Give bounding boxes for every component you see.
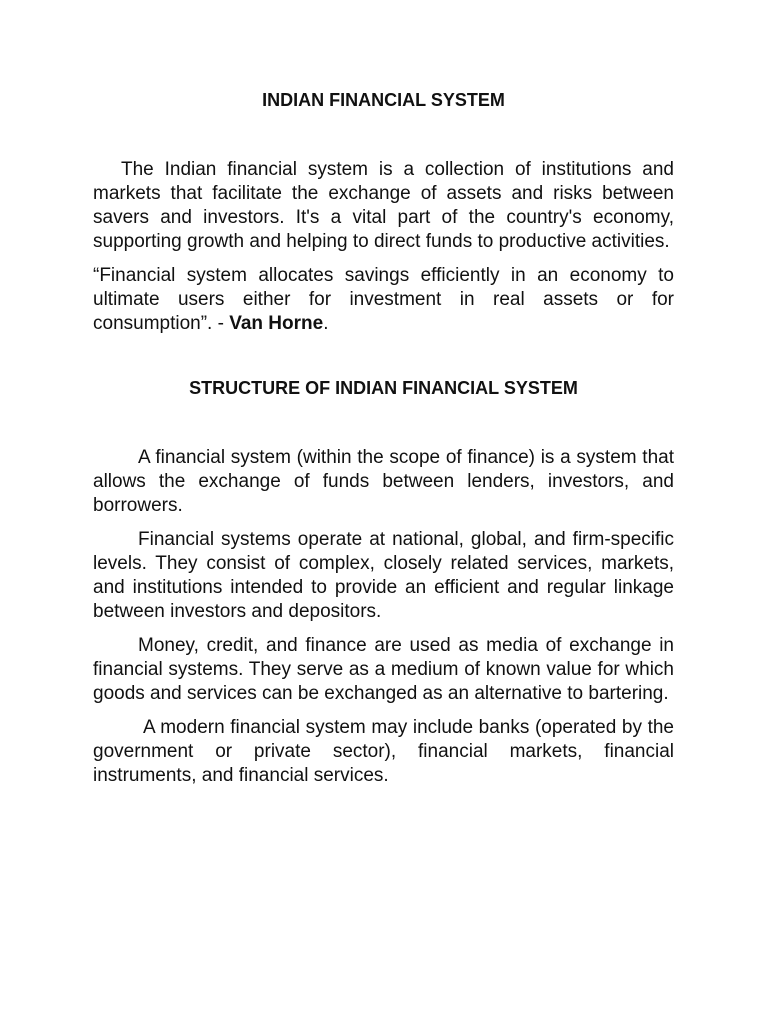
section-heading: STRUCTURE OF INDIAN FINANCIAL SYSTEM [189,378,578,398]
quote-text: “Financial system allocates savings efficiently in an economy to ultimate users either for investment in real assets or for consumption”. - [93,265,674,334]
quote-end: . [323,313,329,334]
quote-paragraph [93,264,674,336]
quote-author: Van Horne [229,313,324,334]
body-paragraph-1: A financial system (within the scope of finance) is a system that allows the exchange of funds between lenders, investors, and borrowers. [93,447,674,516]
body-paragraph-4: A modern financial system may include banks (operated by the government or private sector), financial markets, financial instruments, and financial services. [93,717,674,786]
intro-paragraph: The Indian financial system is a collection of institutions and markets that facilitate the exchange of assets and risks between savers and investors. It's a vital part of the country's economy, supporting growth and helping to direct funds to productive activities. [93,159,674,252]
document-title: INDIAN FINANCIAL SYSTEM [262,90,505,110]
body-paragraph-2: Financial systems operate at national, global, and firm-specific levels. They consist of complex, closely related services, markets, and institutions intended to provide an efficient and regular linkage between investors and depositors. [93,529,674,622]
body-paragraph-3: Money, credit, and finance are used as media of exchange in financial systems. They serve as a medium of known value for which goods and services can be exchanged as an alternative to bartering. [93,635,674,704]
